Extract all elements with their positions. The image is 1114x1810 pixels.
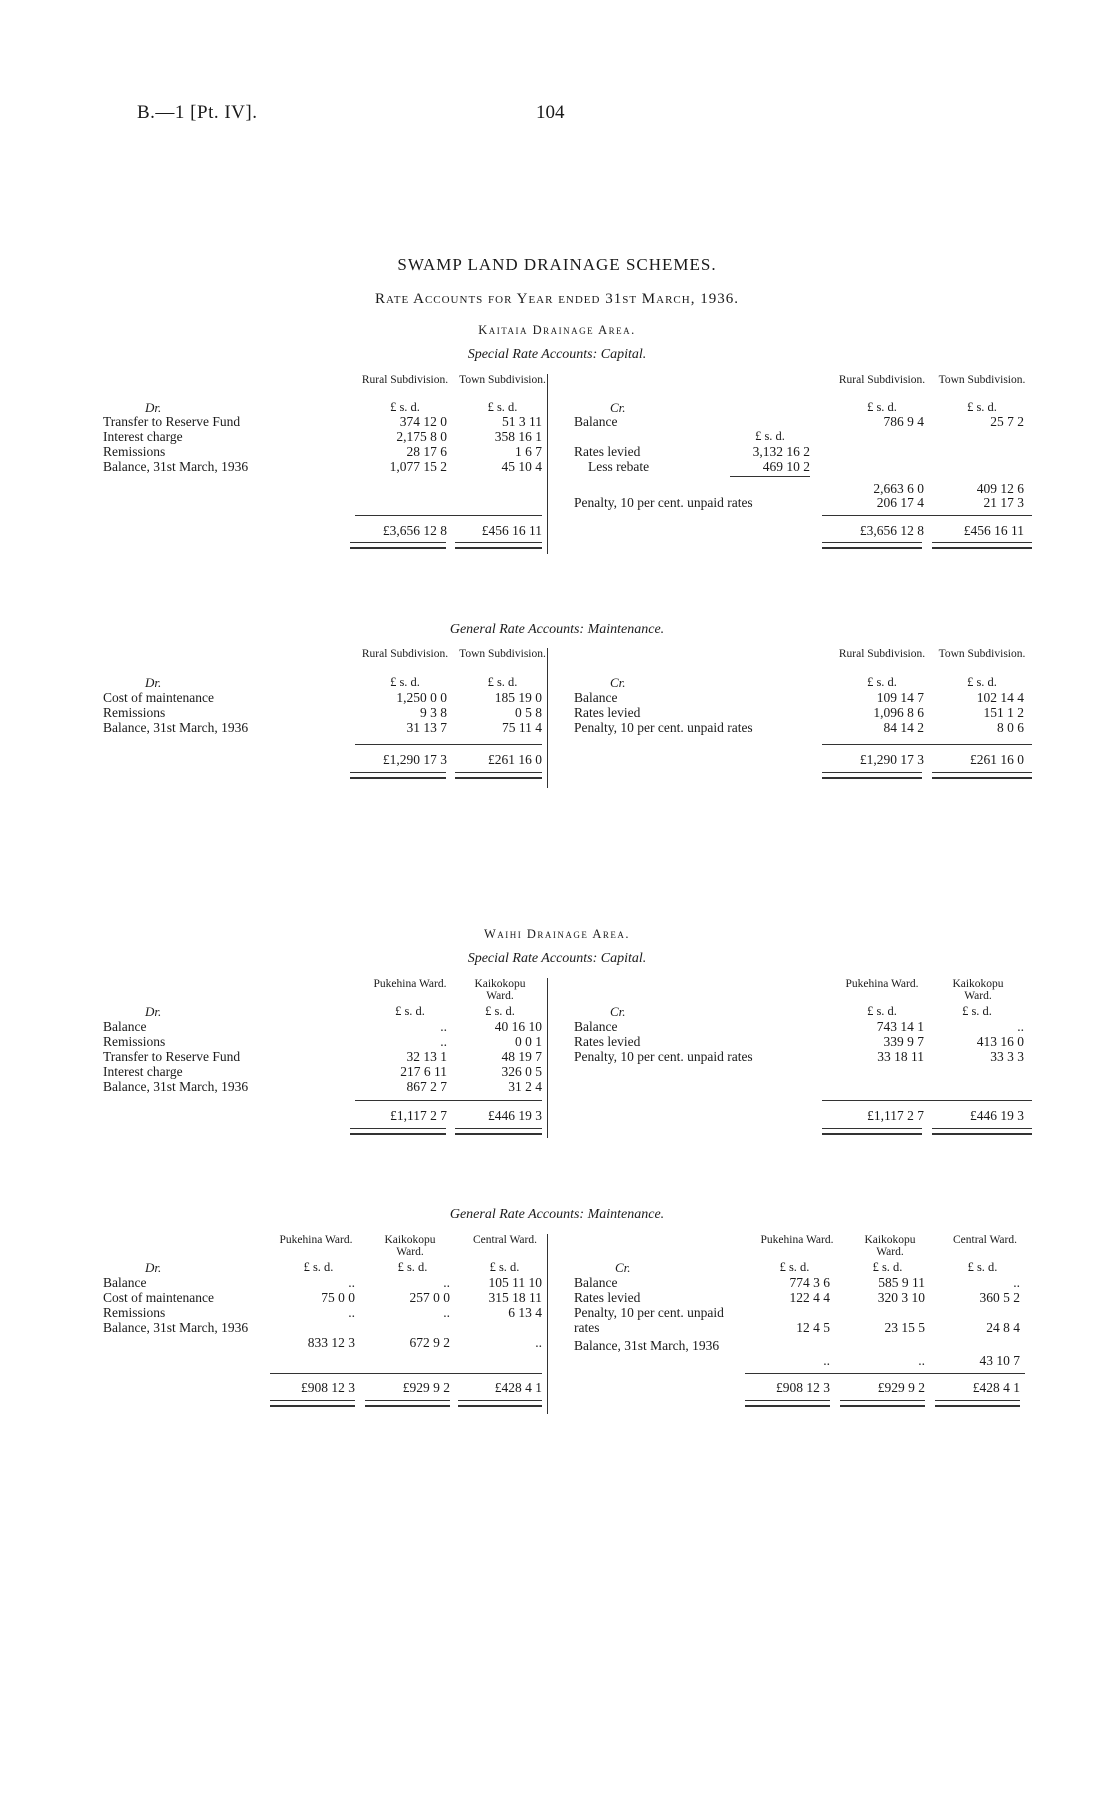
amount-cell: 358 16 1 <box>494 429 542 444</box>
column-divider <box>547 1234 548 1414</box>
total-cell: £428 4 1 <box>972 1380 1020 1395</box>
total-rule <box>355 1100 542 1101</box>
amount-cell: 51 3 11 <box>502 414 542 429</box>
amount-cell: .. <box>348 1305 355 1320</box>
units-label: £ s. d. <box>487 400 518 414</box>
total-cell: £261 16 0 <box>970 752 1024 767</box>
col-head-pukehina: Pukehina Ward. <box>373 978 447 990</box>
amount-cell: 409 12 6 <box>976 481 1024 496</box>
row-label: Rates levied <box>574 1290 641 1305</box>
total-cell: £1,117 2 7 <box>390 1108 447 1123</box>
amount-cell: 360 5 2 <box>979 1290 1020 1305</box>
total-cell: £456 16 11 <box>481 523 542 538</box>
row-label: Balance, 31st March, 1936 <box>103 459 249 474</box>
total-cell: £3,656 12 8 <box>382 523 447 538</box>
amount-cell: 339 9 7 <box>883 1034 924 1049</box>
total-rule <box>270 1373 542 1374</box>
col-head-pukehina: Pukehina Ward. <box>760 1234 834 1246</box>
double-rule <box>455 1128 542 1135</box>
cr-label: Cr. <box>610 1004 626 1019</box>
amount-cell: .. <box>348 1275 355 1290</box>
double-rule <box>935 1400 1020 1407</box>
col-head-pukehina: Pukehina Ward. <box>279 1234 353 1246</box>
amount-cell: 75 11 4 <box>502 720 542 735</box>
total-cell: £1,117 2 7 <box>867 1108 924 1123</box>
double-rule <box>270 1400 355 1407</box>
row-label: Cost of maintenance <box>103 690 214 705</box>
col-head-central: Central Ward. <box>952 1234 1017 1246</box>
amount-cell: 1,077 15 2 <box>389 459 447 474</box>
units-label: £ s. d. <box>867 400 897 414</box>
kaitaia-area-heading: Kaitaia Drainage Area. <box>478 323 636 337</box>
units-label: £ s. d. <box>487 675 518 689</box>
amount-cell: 257 0 0 <box>409 1290 450 1305</box>
double-rule <box>455 542 542 549</box>
units-label: £ s. d. <box>967 400 997 414</box>
amount-cell: .. <box>1013 1275 1020 1290</box>
row-label: Remissions <box>103 1034 166 1049</box>
row-label: Transfer to Reserve Fund <box>103 414 241 429</box>
row-label: Rates levied <box>574 444 641 459</box>
row-label: Transfer to Reserve Fund <box>103 1049 241 1064</box>
waihi-maintenance-heading: General Rate Accounts: Maintenance. <box>449 1207 665 1222</box>
double-rule <box>840 1400 925 1407</box>
double-rule <box>745 1400 830 1407</box>
amount-cell: 413 16 0 <box>976 1034 1024 1049</box>
page-subtitle: Rate Accounts for Year ended 31st March, 1936. <box>375 291 739 307</box>
waihi-area-heading: Waihi Drainage Area. <box>483 927 631 941</box>
total-cell: £929 9 2 <box>877 1380 925 1395</box>
total-rule <box>355 515 542 516</box>
double-rule <box>365 1400 450 1407</box>
amount-cell: 833 12 3 <box>307 1335 355 1350</box>
dr-label: Dr. <box>145 400 162 415</box>
document-reference: B.—1 [Pt. IV]. <box>137 102 258 123</box>
amount-cell: 75 0 0 <box>321 1290 355 1305</box>
row-label: Rates levied <box>574 1034 641 1049</box>
amount-cell: 33 18 11 <box>877 1049 924 1064</box>
amount-cell: 2,175 8 0 <box>396 429 447 444</box>
cr-label: Cr. <box>610 675 626 690</box>
amount-cell: .. <box>535 1335 542 1350</box>
amount-cell: 0 0 1 <box>515 1034 542 1049</box>
col-head-town: Town Subdivision. <box>938 374 1026 386</box>
column-divider <box>547 374 548 554</box>
amount-cell: .. <box>443 1275 450 1290</box>
amount-cell: 217 6 11 <box>400 1064 447 1079</box>
row-label: Balance <box>103 1019 147 1034</box>
amount-cell: 2,663 6 0 <box>873 481 924 496</box>
kaitaia-capital-heading: Special Rate Accounts: Capital. <box>467 347 647 362</box>
amount-cell: 469 10 2 <box>762 459 810 474</box>
amount-cell: 9 3 8 <box>420 705 447 720</box>
row-label: Rates levied <box>574 705 641 720</box>
amount-cell: 33 3 3 <box>990 1049 1024 1064</box>
amount-cell: 84 14 2 <box>883 720 924 735</box>
row-label: Cost of maintenance <box>103 1290 214 1305</box>
amount-cell: 6 13 4 <box>508 1305 542 1320</box>
total-cell: £446 19 3 <box>970 1108 1024 1123</box>
total-rule <box>822 744 1032 745</box>
column-divider <box>547 648 548 788</box>
col-head-town: Town Subdivision. <box>459 648 546 660</box>
row-label: Interest charge <box>103 429 183 444</box>
page-number: 104 <box>536 102 565 123</box>
double-rule <box>822 772 922 779</box>
units-label: £ s. d. <box>755 429 785 443</box>
amount-cell: 315 18 11 <box>488 1290 542 1305</box>
amount-cell: 105 11 10 <box>488 1275 542 1290</box>
amount-cell: 374 12 0 <box>399 414 447 429</box>
amount-cell: 8 0 6 <box>997 720 1024 735</box>
col-head-kaikokopu: Kaikokopu Ward. <box>474 978 526 1002</box>
amount-cell: 23 15 5 <box>884 1320 925 1335</box>
amount-cell: 48 19 7 <box>501 1049 542 1064</box>
amount-cell: .. <box>440 1019 447 1034</box>
page-title: SWAMP LAND DRAINAGE SCHEMES. <box>397 255 717 274</box>
col-head-central: Central Ward. <box>472 1234 537 1246</box>
amount-cell: 31 2 4 <box>508 1079 542 1094</box>
row-label: Balance, 31st March, 1936 <box>103 720 249 735</box>
col-head-rural: Rural Subdivision. <box>361 648 449 660</box>
col-head-rural: Rural Subdivision. <box>361 374 449 386</box>
total-cell: £456 16 11 <box>963 523 1024 538</box>
amount-cell: .. <box>823 1353 830 1368</box>
row-label: Balance <box>574 414 618 429</box>
amount-cell: 585 9 11 <box>878 1275 925 1290</box>
amount-cell: 1,250 0 0 <box>396 690 447 705</box>
units-label: £ s. d. <box>867 675 897 689</box>
double-rule <box>350 1128 446 1135</box>
total-cell: £428 4 1 <box>494 1380 542 1395</box>
double-rule <box>932 1128 1032 1135</box>
amount-cell: 12 4 5 <box>796 1320 830 1335</box>
units-label: £ s. d. <box>779 1260 810 1274</box>
amount-cell: 320 3 10 <box>877 1290 925 1305</box>
row-label: Interest charge <box>103 1064 183 1079</box>
col-head-kaikokopu: Kaikokopu Ward. <box>384 1234 436 1258</box>
col-head-rural: Rural Subdivision. <box>838 374 926 386</box>
double-rule <box>458 1400 542 1407</box>
row-label: Penalty, 10 per cent. unpaid rates <box>574 1305 724 1335</box>
amount-cell: 45 10 4 <box>501 459 542 474</box>
amount-cell: 28 17 6 <box>406 444 447 459</box>
row-label: Remissions <box>103 705 166 720</box>
units-label: £ s. d. <box>489 1260 520 1274</box>
row-label: Balance <box>574 1275 618 1290</box>
row-label: Balance, 31st March, 1936 <box>103 1320 249 1335</box>
row-label: Balance, 31st March, 1936 <box>574 1338 720 1353</box>
amount-cell: 185 19 0 <box>494 690 542 705</box>
row-label: Balance <box>574 690 618 705</box>
units-label: £ s. d. <box>867 1004 897 1018</box>
col-head-town: Town Subdivision. <box>938 648 1026 660</box>
kaitaia-maintenance-heading: General Rate Accounts: Maintenance. <box>449 622 665 637</box>
double-rule <box>350 542 446 549</box>
amount-cell: .. <box>918 1353 925 1368</box>
total-rule <box>745 1373 1025 1374</box>
units-label: £ s. d. <box>967 1260 998 1274</box>
amount-cell: 774 3 6 <box>789 1275 830 1290</box>
amount-cell: .. <box>440 1034 447 1049</box>
col-head-pukehina: Pukehina Ward. <box>845 978 919 990</box>
amount-cell: 43 10 7 <box>979 1353 1020 1368</box>
col-head-town: Town Subdivision. <box>459 374 546 386</box>
units-label: £ s. d. <box>872 1260 903 1274</box>
row-label: Balance, 31st March, 1936 <box>103 1079 249 1094</box>
dr-label: Dr. <box>145 1004 162 1019</box>
amount-cell: .. <box>443 1305 450 1320</box>
amount-cell: 1 6 7 <box>515 444 542 459</box>
double-rule <box>822 1128 922 1135</box>
amount-cell: 24 8 4 <box>986 1320 1020 1335</box>
row-label: Penalty, 10 per cent. unpaid rates <box>574 495 753 510</box>
amount-cell: 102 14 4 <box>976 690 1024 705</box>
cr-label: Cr. <box>615 1260 631 1275</box>
units-label: £ s. d. <box>962 1004 992 1018</box>
amount-cell: 3,132 16 2 <box>752 444 810 459</box>
total-cell: £929 9 2 <box>402 1380 450 1395</box>
total-cell: £908 12 3 <box>301 1380 355 1395</box>
amount-cell: 743 14 1 <box>876 1019 924 1034</box>
double-rule <box>822 542 922 549</box>
amount-cell: 40 16 10 <box>494 1019 542 1034</box>
units-label: £ s. d. <box>397 1260 428 1274</box>
dr-label: Dr. <box>145 1260 162 1275</box>
amount-cell: 32 13 1 <box>406 1049 447 1064</box>
amount-cell: 0 5 8 <box>515 705 542 720</box>
amount-cell: 31 13 7 <box>406 720 447 735</box>
amount-cell: 21 17 3 <box>983 495 1024 510</box>
total-cell: £908 12 3 <box>776 1380 830 1395</box>
amount-cell: 672 9 2 <box>409 1335 450 1350</box>
units-label: £ s. d. <box>485 1004 515 1018</box>
col-head-kaikokopu: Kaikokopu Ward. <box>952 978 1004 1002</box>
subtotal-rule <box>730 476 810 477</box>
amount-cell: 151 1 2 <box>983 705 1024 720</box>
waihi-capital-heading: Special Rate Accounts: Capital. <box>467 951 647 966</box>
cr-label: Cr. <box>610 400 626 415</box>
double-rule <box>350 772 446 779</box>
total-cell: £446 19 3 <box>488 1108 542 1123</box>
total-cell: £3,656 12 8 <box>859 523 924 538</box>
dr-label: Dr. <box>145 675 162 690</box>
total-rule <box>822 515 1032 516</box>
amount-cell: 1,096 8 6 <box>873 705 924 720</box>
units-label: £ s. d. <box>303 1260 334 1274</box>
amount-cell: 326 0 5 <box>501 1064 542 1079</box>
row-label: Remissions <box>103 1305 166 1320</box>
amount-cell: 109 14 7 <box>876 690 924 705</box>
col-head-kaikokopu: Kaikokopu Ward. <box>864 1234 916 1258</box>
units-label: £ s. d. <box>390 400 420 414</box>
total-cell: £1,290 17 3 <box>382 752 447 767</box>
row-label: Balance <box>103 1275 147 1290</box>
amount-cell: .. <box>1017 1019 1024 1034</box>
units-label: £ s. d. <box>967 675 997 689</box>
units-label: £ s. d. <box>395 1004 425 1018</box>
double-rule <box>932 772 1032 779</box>
amount-cell: 122 4 4 <box>789 1290 830 1305</box>
amount-cell: 206 17 4 <box>876 495 924 510</box>
total-cell: £261 16 0 <box>488 752 542 767</box>
amount-cell: 867 2 7 <box>406 1079 447 1094</box>
row-label: Balance <box>574 1019 618 1034</box>
row-label: Less rebate <box>588 459 650 474</box>
row-label: Remissions <box>103 444 166 459</box>
row-label: Penalty, 10 per cent. unpaid rates <box>574 1049 753 1064</box>
total-rule <box>355 744 542 745</box>
total-rule <box>822 1100 1032 1101</box>
units-label: £ s. d. <box>390 675 420 689</box>
row-label: Penalty, 10 per cent. unpaid rates <box>574 720 753 735</box>
amount-cell: 786 9 4 <box>883 414 924 429</box>
amount-cell: 25 7 2 <box>990 414 1024 429</box>
col-head-rural: Rural Subdivision. <box>838 648 926 660</box>
double-rule <box>932 542 1032 549</box>
total-cell: £1,290 17 3 <box>859 752 924 767</box>
double-rule <box>455 772 542 779</box>
column-divider <box>547 978 548 1138</box>
